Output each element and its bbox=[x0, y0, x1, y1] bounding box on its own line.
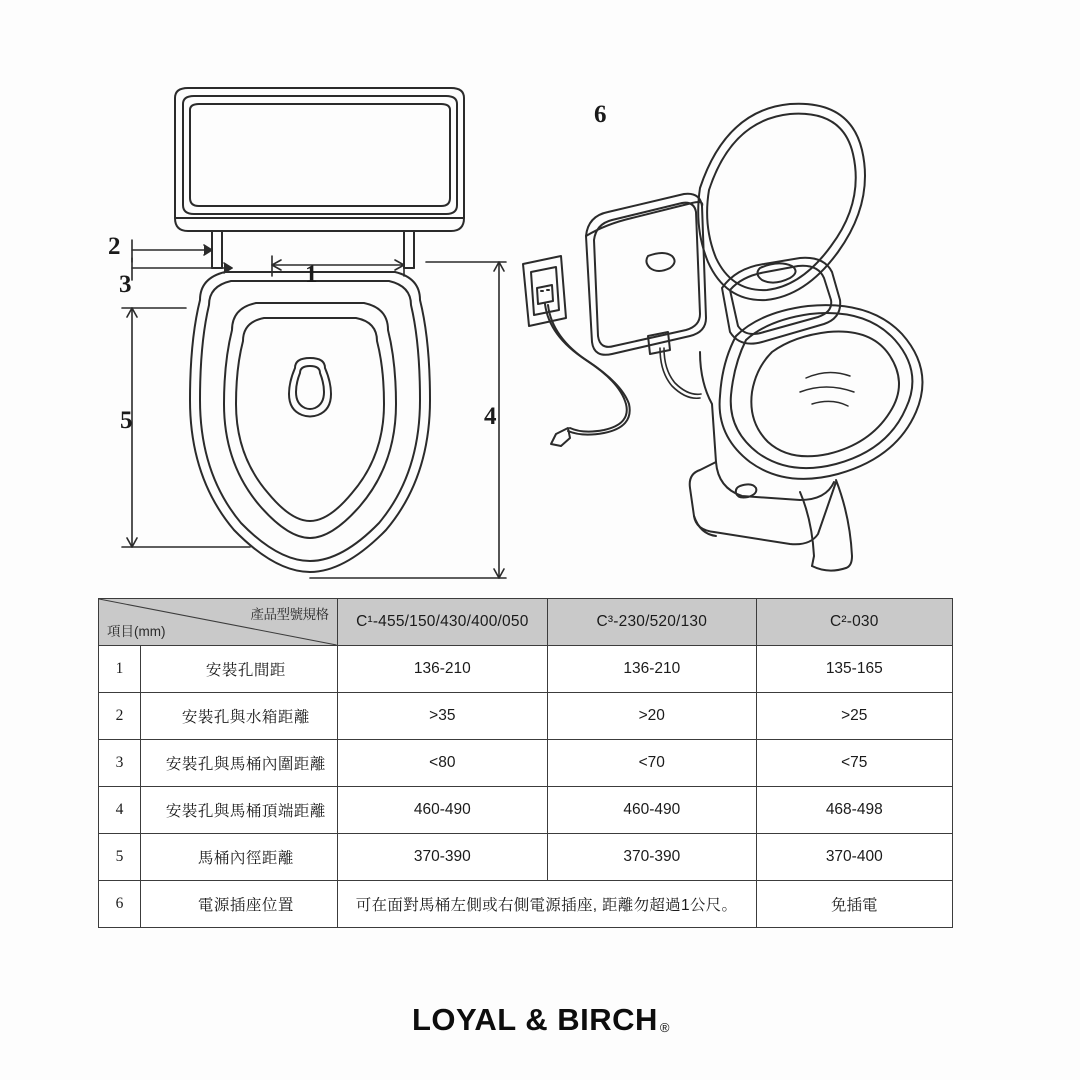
callout-4-label: 4 bbox=[484, 403, 497, 430]
row-1-value-2: 136-210 bbox=[548, 646, 756, 693]
callout-1-span-label: 1 bbox=[305, 261, 318, 288]
brand-wordmark bbox=[0, 1002, 1080, 1038]
header-corner-top-label: 產品型號規格 bbox=[250, 607, 329, 622]
row-1-number: 1 bbox=[99, 646, 141, 693]
row-3-value-2: <70 bbox=[548, 740, 756, 787]
callout-3-label: 3 bbox=[119, 271, 132, 298]
brand-name: LOYAL & BIRCH bbox=[411, 1002, 658, 1037]
row-5-number: 5 bbox=[99, 834, 141, 881]
registered-mark: ® bbox=[659, 1020, 670, 1035]
specification-table bbox=[98, 598, 953, 928]
row-2-value-1: >35 bbox=[337, 693, 547, 740]
row-1-item: 安裝孔間距 bbox=[141, 646, 337, 693]
row-6-value-3: 免插電 bbox=[756, 881, 952, 928]
row-4-value-2: 460-490 bbox=[548, 787, 756, 834]
table-row bbox=[99, 693, 953, 740]
row-6-note: 可在面對馬桶左側或右側電源插座, 距離勿超過1公尺。 bbox=[337, 881, 756, 928]
table-row bbox=[99, 881, 953, 928]
row-1-value-1: 136-210 bbox=[337, 646, 547, 693]
row-3-item: 安裝孔與馬桶內圍距離 bbox=[141, 740, 337, 787]
header-model-3: C²-030 bbox=[756, 599, 952, 646]
row-2-value-2: >20 bbox=[548, 693, 756, 740]
row-6-number: 6 bbox=[99, 881, 141, 928]
header-model-1: C¹-455/150/430/400/050 bbox=[337, 599, 547, 646]
table-row bbox=[99, 787, 953, 834]
row-2-item: 安裝孔與水箱距離 bbox=[141, 693, 337, 740]
header-model-2: C³-230/520/130 bbox=[548, 599, 756, 646]
table-row bbox=[99, 834, 953, 881]
table-row bbox=[99, 740, 953, 787]
row-5-value-1: 370-390 bbox=[337, 834, 547, 881]
row-4-item: 安裝孔與馬桶頂端距離 bbox=[141, 787, 337, 834]
row-6-item: 電源插座位置 bbox=[141, 881, 337, 928]
row-4-value-1: 460-490 bbox=[337, 787, 547, 834]
callout-1-label: 2 bbox=[108, 233, 121, 260]
header-corner-bottom-label: 項目(mm) bbox=[107, 624, 166, 639]
row-4-value-3: 468-498 bbox=[756, 787, 952, 834]
header-corner-cell bbox=[99, 599, 338, 646]
row-5-item: 馬桶內徑距離 bbox=[141, 834, 337, 881]
row-5-value-3: 370-400 bbox=[756, 834, 952, 881]
row-3-value-3: <75 bbox=[756, 740, 952, 787]
table-row bbox=[99, 646, 953, 693]
row-2-number: 2 bbox=[99, 693, 141, 740]
row-2-value-3: >25 bbox=[756, 693, 952, 740]
row-1-value-3: 135-165 bbox=[756, 646, 952, 693]
callout-5-label: 5 bbox=[120, 407, 133, 434]
row-5-value-2: 370-390 bbox=[548, 834, 756, 881]
row-3-value-1: <80 bbox=[337, 740, 547, 787]
row-4-number: 4 bbox=[99, 787, 141, 834]
row-3-number: 3 bbox=[99, 740, 141, 787]
table-header-row bbox=[99, 599, 953, 646]
spec-table-wrap bbox=[98, 598, 953, 928]
callout-6-label: 6 bbox=[594, 101, 607, 128]
